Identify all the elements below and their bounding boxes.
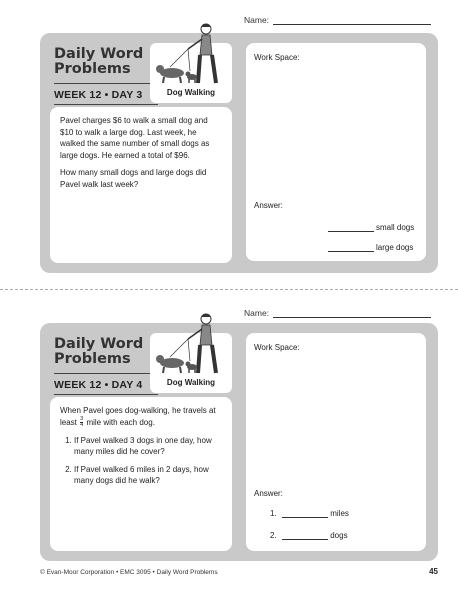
intro-text-end: mile with each dog. [86, 417, 155, 427]
work-space-box[interactable] [246, 333, 426, 551]
name-field [244, 308, 431, 318]
name-field [244, 15, 431, 25]
work-space-label: Work Space: [254, 343, 300, 352]
question-item: 2. If Pavel walked 6 miles in 2 days, how many dogs did he walk? [74, 464, 222, 487]
problem-text-box [50, 397, 232, 551]
title-block [50, 43, 160, 103]
problem-card-day3 [40, 33, 438, 273]
week-rule [54, 394, 158, 395]
question-list [60, 435, 222, 487]
answer-blank[interactable] [282, 509, 328, 518]
fraction-denominator: 4 [80, 422, 84, 428]
dog-walking-illustration [150, 43, 232, 103]
answer-unit: large dogs [376, 243, 414, 252]
image-caption: Dog Walking [166, 88, 216, 97]
work-space-box[interactable] [246, 43, 426, 261]
name-label: Name: [244, 308, 270, 318]
dog-walker-icon [150, 313, 232, 373]
problem-intro [60, 405, 222, 429]
answer-row-small-dogs[interactable] [328, 223, 414, 232]
week-day-label: WEEK 12 • DAY 3 [54, 89, 143, 101]
name-label: Name: [244, 15, 270, 25]
name-rule [273, 16, 431, 25]
answer-unit: miles [330, 509, 349, 518]
answer-blank[interactable] [328, 223, 374, 232]
answer-row-dogs[interactable] [270, 531, 348, 540]
week-rule [54, 104, 158, 105]
image-caption: Dog Walking [166, 378, 216, 387]
cut-line [0, 289, 458, 290]
title-block [50, 333, 160, 393]
answer-blank[interactable] [282, 531, 328, 540]
answer-label: Answer: [254, 489, 283, 498]
question-paragraph: How many small dogs and large dogs did Pavel walk last week? [60, 168, 207, 189]
title-rule [54, 373, 158, 374]
answer-blank[interactable] [328, 243, 374, 252]
week-day-label: WEEK 12 • DAY 4 [54, 379, 143, 391]
problem-text-box [50, 107, 232, 263]
answer-unit: small dogs [376, 223, 415, 232]
dog-walking-illustration [150, 333, 232, 393]
footer-copyright: © Evan-Moor Corporation • EMC 3095 • Daily Word Problems [40, 569, 218, 576]
problem-card-day4 [40, 323, 438, 561]
title-rule [54, 83, 158, 84]
answer-number: 1. [270, 509, 277, 518]
answer-row-large-dogs[interactable] [328, 243, 413, 252]
answer-unit: dogs [330, 531, 348, 540]
fraction [80, 417, 83, 429]
answer-row-miles[interactable] [270, 509, 349, 518]
answer-label: Answer: [254, 201, 283, 210]
work-space-label: Work Space: [254, 53, 300, 62]
question-item: 1. If Pavel walked 3 dogs in one day, how many miles did he cover? [74, 435, 222, 458]
page-number: 45 [429, 567, 438, 576]
answer-number: 2. [270, 531, 277, 540]
name-rule [273, 309, 431, 318]
dog-walker-icon [150, 23, 232, 83]
card-title: Daily Word Problems [54, 336, 144, 367]
problem-paragraph: Pavel charges $6 to walk a small dog and $10 to walk a large dog. Last week, he walked the same number of small dogs as large dogs. He earned a total of $96. [60, 116, 210, 160]
intro-text: When Pavel goes dog-walking, he travels at least [60, 406, 216, 427]
fraction-numerator: 3 [80, 415, 84, 422]
card-title: Daily Word Problems [54, 46, 144, 77]
